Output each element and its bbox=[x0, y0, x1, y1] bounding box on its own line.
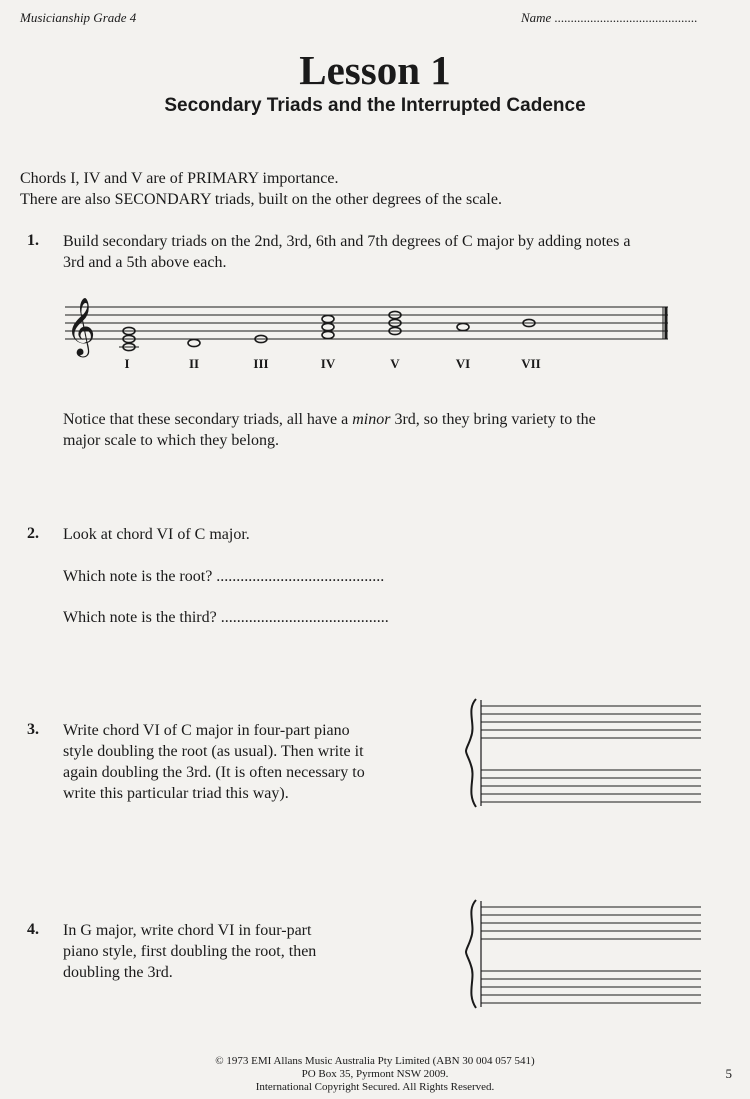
chord-label-IV: IV bbox=[320, 356, 336, 371]
answer-grand-staff-3[interactable] bbox=[462, 696, 702, 812]
question-3-line-3: again doubling the 3rd. (It is often necessary to bbox=[63, 764, 365, 781]
chord-label-VII: VII bbox=[521, 356, 541, 371]
question-1-number: 1. bbox=[27, 232, 39, 249]
chord-label-III: III bbox=[253, 356, 269, 371]
intro-line-1: Chords I, IV and V are of PRIMARY importance. bbox=[20, 170, 339, 187]
question-2-number: 2. bbox=[27, 525, 39, 542]
notice-line-2: major scale to which they belong. bbox=[63, 432, 279, 449]
chord-label-I: I bbox=[124, 356, 130, 371]
chord-label-VI: VI bbox=[455, 356, 471, 371]
chord-label-V: V bbox=[390, 356, 400, 371]
chord-staff bbox=[55, 296, 675, 376]
brace-icon bbox=[466, 900, 476, 1008]
footer-line-2: PO Box 35, Pyrmont NSW 2009. bbox=[301, 1068, 449, 1080]
question-2-text: Look at chord VI of C major. bbox=[63, 526, 250, 543]
chord-IV-notes bbox=[322, 315, 334, 338]
question-4-line-1: In G major, write chord VI in four-part bbox=[63, 922, 312, 939]
page-number: 5 bbox=[725, 1066, 732, 1081]
page-subtitle: Secondary Triads and the Interrupted Cadence bbox=[164, 95, 586, 116]
treble-clef-icon: 𝄞 bbox=[66, 298, 96, 354]
brace-icon bbox=[466, 699, 476, 807]
question-3-number: 3. bbox=[27, 721, 39, 738]
third-answer-field[interactable]: Which note is the third? .......................................... bbox=[63, 609, 389, 626]
question-4-number: 4. bbox=[27, 921, 39, 938]
answer-grand-staff-4[interactable] bbox=[462, 897, 702, 1013]
copyright-footer bbox=[0, 1055, 750, 1094]
question-3-line-1: Write chord VI of C major in four-part piano bbox=[63, 722, 350, 739]
footer-line-1: © 1973 EMI Allans Music Australia Pty Limited (ABN 30 004 057 541) bbox=[215, 1055, 535, 1067]
name-field[interactable]: Name ............................................ bbox=[521, 10, 698, 25]
root-answer-field[interactable]: Which note is the root? .......................................... bbox=[63, 568, 385, 585]
chord-VI-note bbox=[457, 323, 469, 330]
question-4-line-2: piano style, first doubling the root, then bbox=[63, 943, 317, 960]
footer-line-3: International Copyright Secured. All Rights Reserved. bbox=[255, 1081, 495, 1093]
question-3-line-4: write this particular triad this way). bbox=[63, 785, 289, 802]
question-1-line-2: 3rd and a 5th above each. bbox=[63, 254, 227, 271]
book-title: Musicianship Grade 4 bbox=[20, 10, 137, 25]
question-4-line-3: doubling the 3rd. bbox=[63, 964, 173, 981]
chord-label-II: II bbox=[188, 356, 200, 371]
page-title: Lesson 1 bbox=[299, 47, 451, 93]
notice-line-1: Notice that these secondary triads, all have a minor 3rd, so they bring variety to the bbox=[63, 411, 596, 428]
intro-line-2: There are also SECONDARY triads, built on the other degrees of the scale. bbox=[20, 191, 502, 208]
chord-II-note bbox=[188, 339, 200, 346]
question-3-line-2: style doubling the root (as usual). Then write it bbox=[63, 743, 364, 760]
question-1-line-1: Build secondary triads on the 2nd, 3rd, 6th and 7th degrees of C major by adding notes a bbox=[63, 233, 631, 250]
